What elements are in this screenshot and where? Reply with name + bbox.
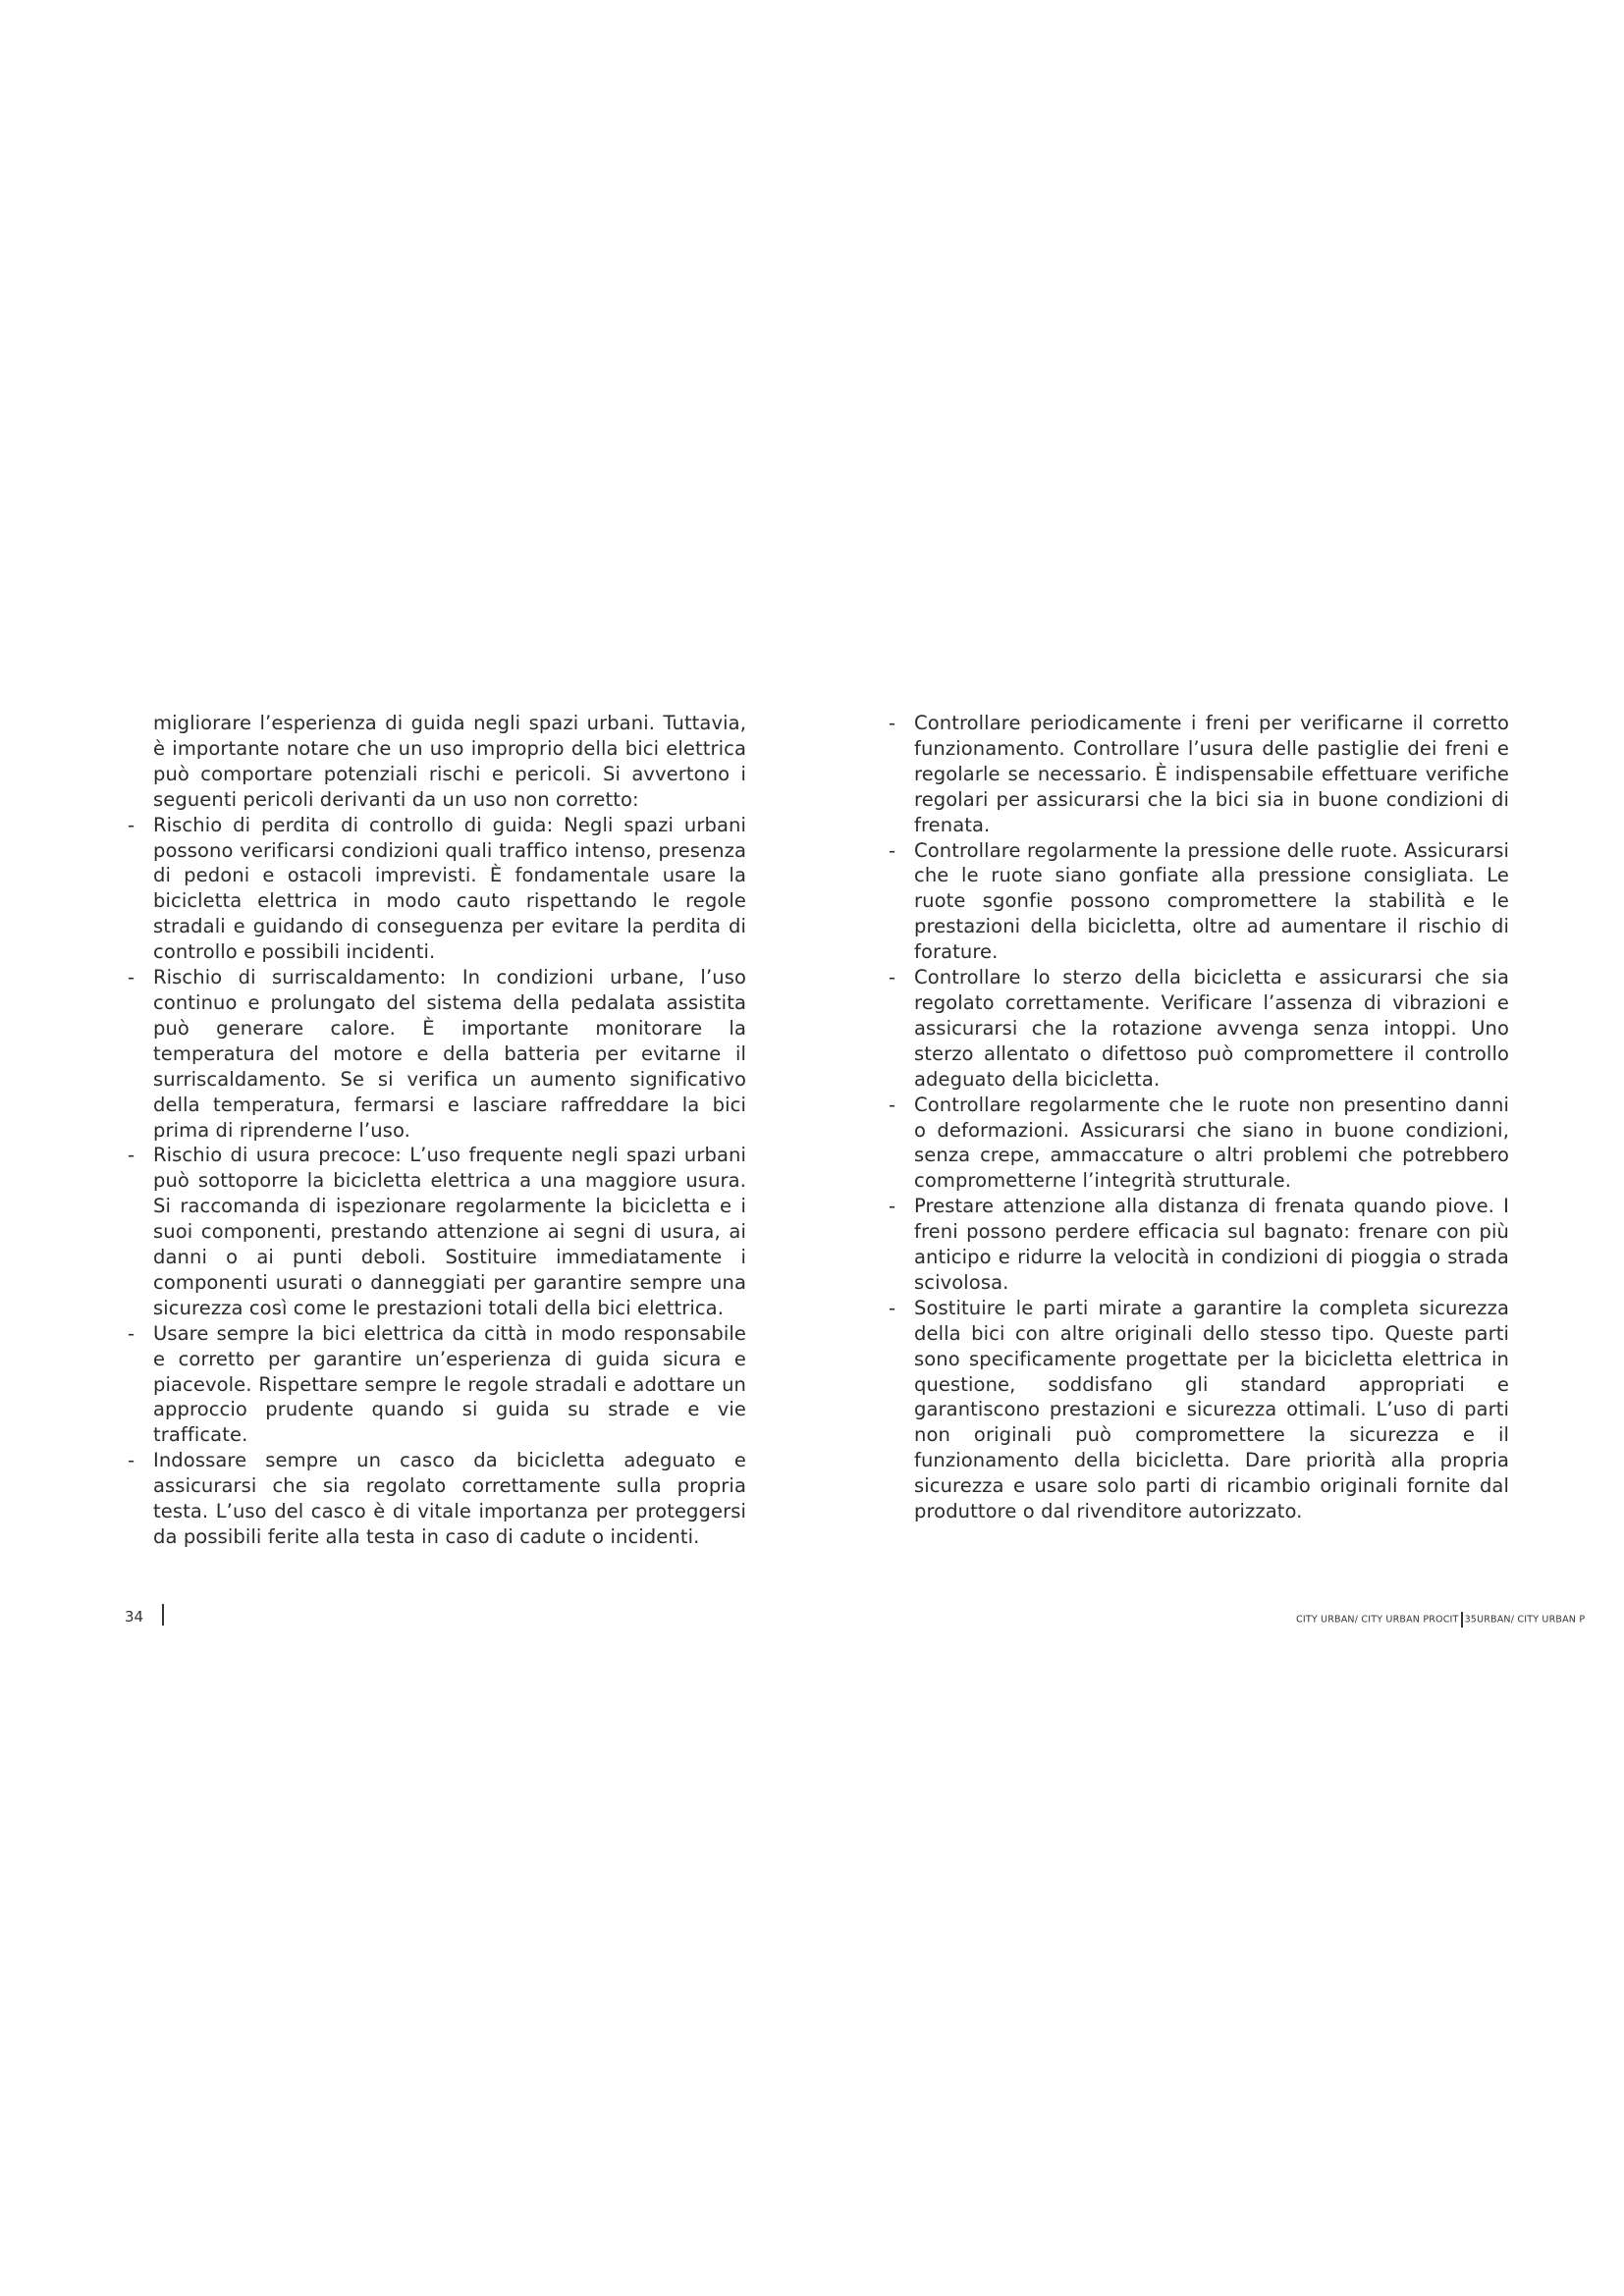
footer-divider-left xyxy=(162,1604,164,1626)
page-number-right: 35 xyxy=(1464,1614,1478,1626)
left-column xyxy=(126,711,746,1550)
list-item: - Controllare regolarmente che le ruote non presentino danni o deformazioni. Assicurarsi che siano in buone condizioni, senza crepe, ammaccature o altri problemi che potrebbero comprometterne l’integrità strutturale. xyxy=(887,1093,1509,1195)
left-bullet-list xyxy=(126,813,746,1550)
list-item: - Controllare periodicamente i freni per verificarne il corretto funzionamento. Controllare l’usura delle pastiglie dei freni e regolarle se necessario. È indispensabile effettuare verifiche regolari per assicurarsi che la bici sia in buone condizioni di frenata. xyxy=(887,711,1509,838)
list-item: - Controllare lo sterzo della bicicletta e assicurarsi che sia regolato correttamente. Verificare l’assenza di vibrazioni e assicurarsi che la rotazione avvenga senza intoppi. Uno sterzo allentato o difettoso può compromettere il controllo adeguato della bicicletta. xyxy=(887,965,1509,1093)
right-column xyxy=(887,711,1509,1524)
list-item: - Rischio di usura precoce: L’uso frequente negli spazi urbani può sottoporre la bicicletta elettrica a una maggiore usura. Si raccomanda di ispezionare regolarmente la bicicletta e i suoi componenti, prestando attenzione ai segni di usura, ai danni o ai punti deboli. Sostituire immediatamente i componenti usurati o danneggiati per garantire sempre una sicurezza così come le prestazioni totali della bici elettrica. xyxy=(126,1143,746,1320)
footer-divider-right xyxy=(1461,1612,1463,1628)
right-bullet-list xyxy=(887,711,1509,1524)
list-item: - Prestare attenzione alla distanza di frenata quando piove. I freni possono perdere efficacia sul bagnato: frenare con più anticipo e ridurre la velocità in condizioni di pioggia o strada scivolosa. xyxy=(887,1194,1509,1296)
list-item: - Indossare sempre un casco da bicicletta adeguato e assicurarsi che sia regolato correttamente sulla propria testa. L’uso del casco è di vitale importanza per proteggersi da possibili ferite alla testa in caso di cadute o incidenti. xyxy=(126,1448,746,1550)
list-item: - Sostituire le parti mirate a garantire la completa sicurezza della bici con altre originali dello stesso tipo. Queste parti sono specificamente progettate per la bicicletta elettrica in questione, soddisfano gli standard appropriati e garantiscono prestazioni e sicurezza ottimali. L’uso di parti non originali può compromettere la sicurezza e il funzionamento della bicicletta. Dare priorità alla propria sicurezza e usare solo parti di ricambio originali fornite dal produttore o dal rivenditore autorizzato. xyxy=(887,1296,1509,1524)
list-item: - Rischio di surriscaldamento: In condizioni urbane, l’uso continuo e prolungato del sistema della pedalata assistita può generare calore. È importante monitorare la temperatura del motore e della batteria per evitarne il surriscaldamento. Se si verifica un aumento significativo della temperatura, fermarsi e lasciare raffreddare la bici prima di riprenderne l’uso. xyxy=(126,965,746,1143)
list-item: - Usare sempre la bici elettrica da città in modo responsabile e corretto per garantire un’esperienza di guida sicura e piacevole. Rispettare sempre le regole stradali e adottare un approccio prudente quando si guida su strade e vie trafficate. xyxy=(126,1321,746,1449)
page-number-left: 34 xyxy=(125,1608,144,1626)
running-title-part-b: URBAN/ CITY URBAN P xyxy=(1477,1614,1586,1626)
running-title xyxy=(1296,1612,1585,1628)
list-item: - Rischio di perdita di controllo di guida: Negli spazi urbani possono verificarsi condizioni quali traffico intenso, presenza di pedoni e ostacoli imprevisti. È fondamentale usare la bicicletta elettrica in modo cauto rispettando le regole stradali e guidando di conseguenza per evitare la perdita di controllo e possibili incidenti. xyxy=(126,813,746,965)
list-item: - Controllare regolarmente la pressione delle ruote. Assicurarsi che le ruote siano gonfiate alla pressione consigliata. Le ruote sgonfie possono compromettere la stabilità e le prestazioni della bicicletta, oltre ad aumentare il rischio di forature. xyxy=(887,838,1509,966)
intro-paragraph: migliorare l’esperienza di guida negli spazi urbani. Tuttavia, è importante notare che un uso improprio della bici elettrica può comportare potenziali rischi e pericoli. Si avvertono i seguenti pericoli derivanti da un uso non corretto: xyxy=(153,712,746,811)
running-title-part-a: CITY URBAN/ CITY URBAN PROCIT xyxy=(1296,1614,1459,1626)
